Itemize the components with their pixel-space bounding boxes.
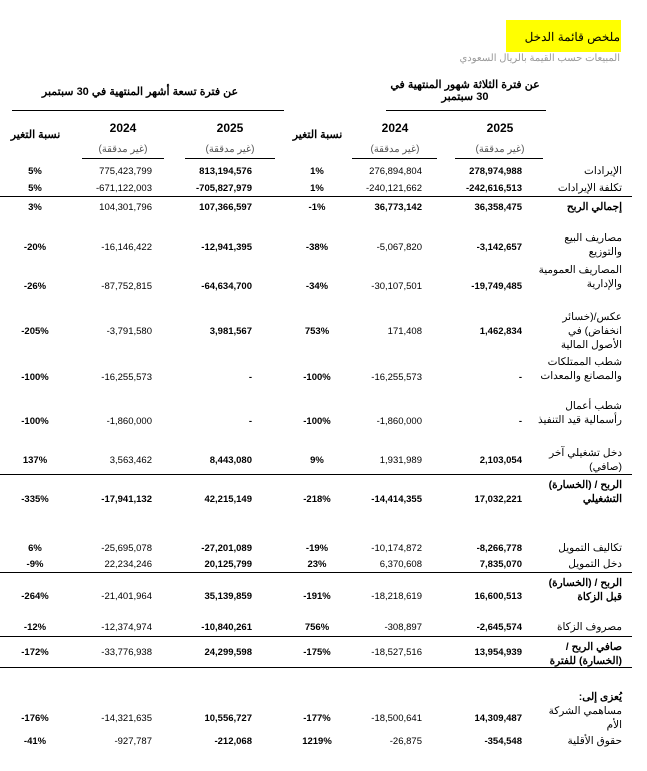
row-change: -12% [23, 622, 47, 633]
row-label: شطب الممتلكات والمصانع والمعدات [540, 356, 622, 382]
row-label: تكاليف التمويل [558, 542, 622, 554]
change-header-3m: نسبة التغير [292, 129, 343, 141]
row-change: 1219% [302, 736, 332, 747]
row-value: -64,634,700 [201, 281, 252, 292]
row-value: -242,616,513 [466, 183, 522, 194]
period-3m-underline [386, 110, 546, 111]
row-value: 24,299,598 [204, 647, 252, 658]
row-divider [0, 474, 632, 475]
row-change: -20% [23, 242, 47, 253]
row-label: الربح / (الخسارة) التشغيلي [548, 479, 622, 505]
row-value: -5,067,820 [376, 242, 422, 253]
row-value: -18,218,619 [371, 591, 422, 602]
row-value: 107,366,597 [199, 202, 252, 213]
row-change: 1% [310, 183, 324, 194]
row-value: -12,374,974 [101, 622, 152, 633]
unaudited-2025-9m: (غير مدققة) [205, 144, 255, 155]
row-change: -1% [308, 202, 326, 213]
row-value: 8,443,080 [209, 455, 252, 466]
row-value: 16,600,513 [474, 591, 522, 602]
row-change: -335% [21, 494, 49, 505]
row-value: 1,931,989 [379, 455, 422, 466]
row-value: 36,358,475 [474, 202, 522, 213]
row-value: 7,835,070 [479, 559, 522, 570]
row-value: -1,860,000 [106, 416, 152, 427]
row-value: 813,194,576 [199, 166, 252, 177]
unaudited-2024-9m: (غير مدققة) [98, 144, 148, 155]
row-value: -19,749,485 [471, 281, 522, 292]
row-change: 756% [304, 622, 330, 633]
attributable-label: يُعزى إلى: [578, 691, 622, 703]
row-value: - [518, 372, 522, 383]
row-value: 10,556,727 [204, 713, 252, 724]
row-change: -172% [21, 647, 49, 658]
row-label: دخل التمويل [568, 558, 622, 570]
row-label: الإيرادات [583, 165, 622, 177]
unaudited-2024-3m: (غير مدققة) [370, 144, 420, 155]
row-change: 5% [28, 183, 42, 194]
row-change: 5% [28, 166, 42, 177]
row-value: -18,500,641 [371, 713, 422, 724]
row-divider [0, 572, 632, 573]
row-change: -38% [305, 242, 329, 253]
row-divider [0, 196, 632, 197]
unaudited-2025-3m: (غير مدققة) [475, 144, 525, 155]
row-value: 276,894,804 [369, 166, 422, 177]
row-value: -14,414,355 [371, 494, 422, 505]
row-change: -218% [303, 494, 331, 505]
row-label: شطب أعمال رأسمالية قيد التنفيذ [537, 400, 622, 426]
period-3m-header: عن فترة الثلاثة شهور المنتهية في 30 سبتمبر [390, 79, 540, 103]
row-value: -30,107,501 [371, 281, 422, 292]
col-underline [185, 158, 275, 159]
row-value: -25,695,078 [101, 543, 152, 554]
row-value: - [248, 416, 252, 427]
row-value: -1,860,000 [376, 416, 422, 427]
page-title: ملخص قائمة الدخل [524, 30, 620, 44]
row-change: 137% [22, 455, 48, 466]
row-value: -240,121,662 [366, 183, 422, 194]
row-label: حقوق الأقلية [567, 735, 622, 747]
period-9m-underline [12, 110, 284, 111]
row-value: -10,174,872 [371, 543, 422, 554]
row-label: مساهمي الشركة الأم [548, 705, 622, 731]
row-label: الربح / (الخسارة) قبل الزكاة [548, 577, 622, 603]
row-value: 35,139,859 [204, 591, 252, 602]
row-change: -100% [21, 416, 49, 427]
col-underline [82, 158, 164, 159]
row-value: -16,255,573 [371, 372, 422, 383]
row-label: تكلفة الإيرادات [557, 182, 622, 194]
row-value: -705,827,979 [196, 183, 252, 194]
row-change: -26% [23, 281, 47, 292]
row-value: -16,255,573 [101, 372, 152, 383]
year-2024-3m: 2024 [381, 121, 409, 135]
row-change: -41% [23, 736, 47, 747]
row-value: -12,941,395 [201, 242, 252, 253]
page-subtitle: المبيعات حسب القيمة بالريال السعودي [459, 53, 620, 64]
year-2024-9m: 2024 [109, 121, 137, 135]
row-value: -27,201,089 [201, 543, 252, 554]
year-2025-9m: 2025 [216, 121, 244, 135]
row-value: - [248, 372, 252, 383]
row-change: 6% [28, 543, 42, 554]
row-change: -9% [26, 559, 44, 570]
col-underline [455, 158, 543, 159]
row-change: -176% [21, 713, 49, 724]
row-change: -191% [303, 591, 331, 602]
row-value: 775,423,799 [99, 166, 152, 177]
col-underline [352, 158, 437, 159]
row-value: 171,408 [387, 326, 422, 337]
row-value: -212,068 [214, 736, 252, 747]
row-value: 278,974,988 [469, 166, 522, 177]
row-change: 753% [304, 326, 330, 337]
row-value: -2,645,574 [476, 622, 522, 633]
row-change: 1% [310, 166, 324, 177]
row-change: -100% [21, 372, 49, 383]
row-change: -205% [21, 326, 49, 337]
row-value: -3,142,657 [476, 242, 522, 253]
row-change: -175% [303, 647, 331, 658]
row-value: -26,875 [389, 736, 422, 747]
row-value: -18,527,516 [371, 647, 422, 658]
row-value: -16,146,422 [101, 242, 152, 253]
row-change: -19% [305, 543, 329, 554]
row-label: صافي الربح / (الخسارة) للفترة [549, 641, 622, 667]
row-label: دخل تشغيلي آخر (صافي) [549, 447, 622, 473]
row-value: 3,563,462 [109, 455, 152, 466]
row-change: -100% [303, 372, 331, 383]
period-9m-header: عن فترة تسعة أشهر المنتهية في 30 سبتمبر [41, 86, 239, 98]
row-value: 42,215,149 [204, 494, 252, 505]
row-label: مصروف الزكاة [556, 621, 622, 633]
row-value: -8,266,778 [476, 543, 522, 554]
row-value: 17,032,221 [474, 494, 522, 505]
row-value: -14,321,635 [101, 713, 152, 724]
row-value: -10,840,261 [201, 622, 252, 633]
row-label: المصاريف العمومية والإدارية [538, 264, 622, 290]
row-value: -354,548 [484, 736, 522, 747]
row-value: 22,234,246 [104, 559, 152, 570]
row-change: 3% [28, 202, 42, 213]
row-value: -927,787 [114, 736, 152, 747]
row-change: -264% [21, 591, 49, 602]
row-value: 13,954,939 [474, 647, 522, 658]
row-value: -87,752,815 [101, 281, 152, 292]
row-value: 36,773,142 [374, 202, 422, 213]
row-value: 2,103,054 [479, 455, 522, 466]
row-value: 14,309,487 [474, 713, 522, 724]
row-change: -34% [305, 281, 329, 292]
row-value: -21,401,964 [101, 591, 152, 602]
row-label: عكس/(خسائر انخفاض) في الأصول المالية [560, 311, 622, 351]
row-change: -100% [303, 416, 331, 427]
row-value: -17,941,132 [101, 494, 152, 505]
year-2025-3m: 2025 [486, 121, 514, 135]
row-value: -671,122,003 [96, 183, 152, 194]
row-label: مصاريف البيع والتوزيع [564, 232, 622, 258]
row-divider [0, 636, 632, 637]
row-value: - [518, 416, 522, 427]
row-label: إجمالي الربح [566, 201, 622, 213]
row-value: 3,981,567 [209, 326, 252, 337]
row-divider [0, 667, 632, 668]
row-value: -308,897 [384, 622, 422, 633]
row-change: 23% [307, 559, 327, 570]
change-header-9m: نسبة التغير [10, 129, 61, 141]
row-value: 104,301,796 [99, 202, 152, 213]
row-change: -177% [303, 713, 331, 724]
row-value: 1,462,834 [479, 326, 522, 337]
row-value: 20,125,799 [204, 559, 252, 570]
row-change: 9% [310, 455, 324, 466]
row-value: -33,776,938 [101, 647, 152, 658]
row-value: 6,370,608 [379, 559, 422, 570]
row-value: -3,791,580 [106, 326, 152, 337]
